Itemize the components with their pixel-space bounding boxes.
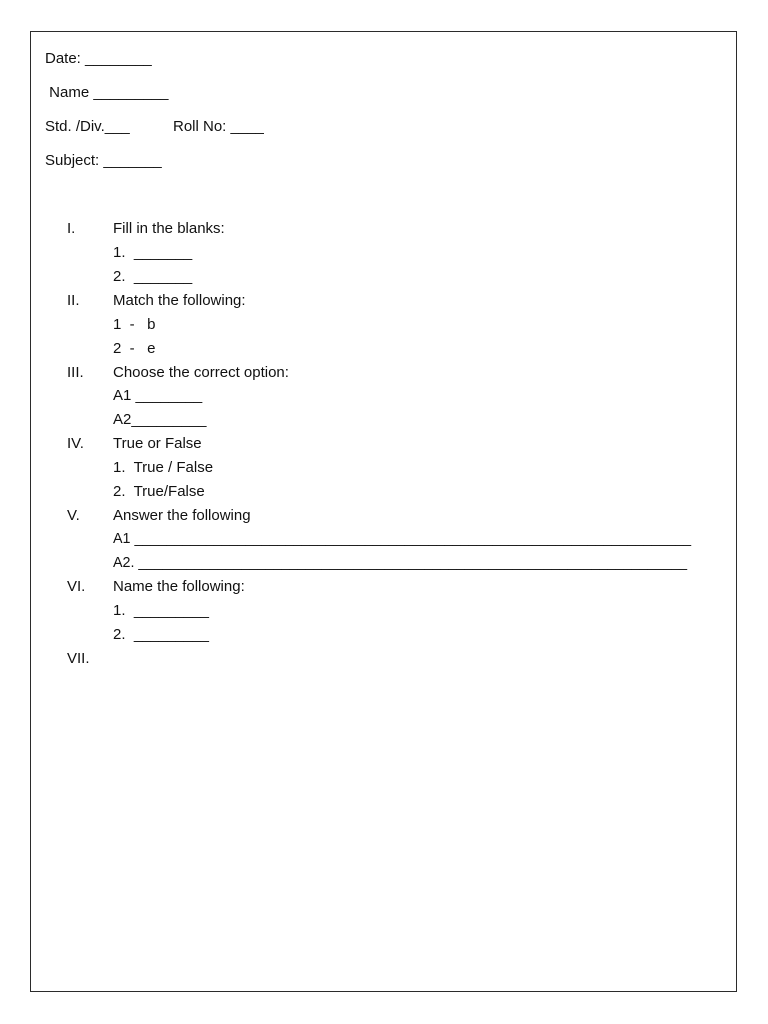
section-title: Match the following: (113, 292, 246, 309)
std-div-field: Std. /Div.___ (45, 118, 130, 135)
section-title: Name the following: (113, 578, 245, 595)
answer-line: A2_________ (113, 411, 207, 428)
section-title: Answer the following (113, 507, 251, 524)
section-numeral: I. (67, 220, 76, 237)
section-numeral: II. (67, 292, 80, 309)
true-false-line: 2. True/False (113, 483, 205, 500)
answer-line: A2. _____________________________________________________________________ (113, 555, 688, 571)
answer-line: 1. _______ (113, 244, 193, 261)
roll-no-field: Roll No: ____ (173, 118, 264, 135)
section-numeral: VI. (67, 578, 86, 595)
match-line: 1 - b (113, 316, 156, 333)
section-title: Fill in the blanks: (113, 220, 225, 237)
section-title: Choose the correct option: (113, 364, 289, 381)
section-numeral: IV. (67, 435, 84, 452)
date-field: Date: ________ (45, 50, 152, 67)
answer-line: 2. _________ (113, 626, 209, 643)
answer-line: A1 ______________________________________________________________________ (113, 531, 692, 547)
true-false-line: 1. True / False (113, 459, 214, 476)
match-line: 2 - e (113, 340, 156, 357)
section-numeral: III. (67, 364, 84, 381)
section-numeral: VII. (67, 650, 90, 667)
section-numeral: V. (67, 507, 80, 524)
answer-line: 2. _______ (113, 268, 193, 285)
section-title: True or False (113, 435, 202, 452)
answer-line: 1. _________ (113, 602, 209, 619)
worksheet-page (30, 31, 737, 992)
subject-field: Subject: _______ (45, 152, 162, 169)
name-field: Name _________ (45, 84, 169, 101)
answer-line: A1 ________ (113, 387, 203, 404)
